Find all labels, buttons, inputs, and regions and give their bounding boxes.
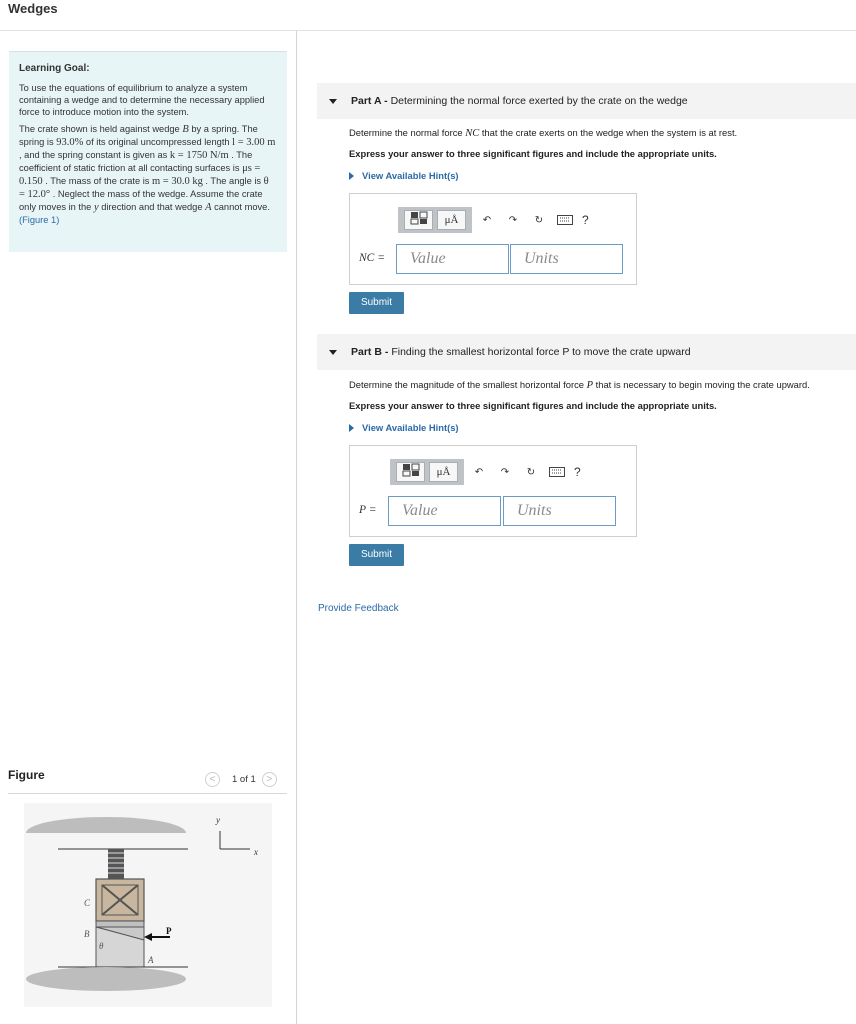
part-b-header[interactable]: [317, 334, 856, 370]
crate: [96, 879, 144, 921]
statement-text: of its original uncompressed length: [83, 137, 233, 147]
part-b-prompt-text: that is necessary to begin moving the crate upward.: [593, 379, 810, 390]
statement-text: . The mass of the crate is: [42, 176, 152, 186]
part-b-name: Part B -: [351, 346, 389, 358]
part-a-value-input[interactable]: Value: [396, 244, 509, 274]
templates-button[interactable]: [396, 462, 425, 482]
part-a-prompt-text: Determine the normal force: [349, 127, 466, 138]
units-symbol-button[interactable]: μÅ: [437, 210, 466, 230]
part-b-hint-toggle[interactable]: [349, 422, 459, 433]
y-axis-label: y: [216, 815, 220, 825]
part-b-prompt: [349, 379, 810, 391]
friction-value: μs = 0.150: [19, 163, 261, 187]
crate-base: [96, 921, 144, 927]
undo-icon[interactable]: ↶: [482, 214, 492, 226]
figure-next-button[interactable]: >: [262, 772, 277, 787]
statement-text: The crate shown is held against wedge: [19, 124, 183, 134]
reset-icon[interactable]: ↻: [526, 466, 536, 478]
help-icon[interactable]: ?: [582, 213, 589, 227]
label-p: P: [166, 926, 172, 936]
label-b: B: [84, 929, 90, 939]
expand-triangle-icon: [349, 172, 354, 180]
label-theta: θ: [99, 941, 104, 951]
reset-icon[interactable]: ↻: [534, 214, 544, 226]
expand-triangle-icon: [349, 424, 354, 432]
redo-icon[interactable]: ↷: [500, 466, 510, 478]
part-a-hint-label: View Available Hint(s): [362, 170, 459, 181]
part-b-answer-box: [349, 445, 637, 537]
templates-icon: [410, 211, 428, 225]
templates-button[interactable]: [404, 210, 433, 230]
page-title: Wedges: [8, 1, 58, 16]
figure-divider: [8, 793, 287, 794]
part-a-heading: Determining the normal force exerted by the crate on the wedge: [390, 95, 688, 107]
learning-goal-box: [9, 51, 287, 252]
statement-text: by a spring. The spring is: [19, 124, 258, 147]
part-a-answer-label: NC =: [359, 252, 385, 264]
statement-text: . The coefficient of static friction at all contacting surfaces is: [19, 150, 253, 173]
wedge-figure: [24, 803, 272, 1007]
part-a-prompt: [349, 127, 737, 139]
undo-icon[interactable]: ↶: [474, 466, 484, 478]
keyboard-icon[interactable]: [546, 461, 568, 483]
figure-label: Figure: [8, 768, 45, 782]
part-b-submit-button[interactable]: Submit: [349, 544, 404, 566]
length-value: l = 3.00 m: [232, 137, 276, 148]
figure-counter: 1 of 1: [232, 773, 256, 785]
spring: [108, 849, 124, 879]
units-symbol-button[interactable]: μÅ: [429, 462, 458, 482]
part-b-prompt-text: Determine the magnitude of the smallest horizontal force: [349, 379, 587, 390]
angle-value: θ = 12.0°: [19, 176, 269, 200]
learning-goal-title: Learning Goal:: [19, 63, 90, 74]
part-a-name: Part A -: [351, 95, 388, 107]
statement-text: . Neglect the mass of the wedge. Assume the crate only moves in the: [19, 189, 263, 212]
part-b-value-input[interactable]: Value: [388, 496, 501, 526]
collapse-arrow-icon: [329, 99, 337, 104]
part-b-heading: Finding the smallest horizontal force P to move the crate upward: [391, 346, 691, 358]
figure-prev-button[interactable]: <: [205, 772, 220, 787]
part-b-answer-label: P =: [359, 504, 377, 516]
statement-text: cannot move.: [211, 202, 270, 212]
part-a-hint-toggle[interactable]: [349, 170, 459, 181]
wedge-b-var: B: [182, 124, 189, 135]
part-a-instruction: Express your answer to three significant figures and include the appropriate units.: [349, 148, 717, 159]
p-var: P: [586, 380, 594, 391]
header-divider: [0, 30, 856, 31]
problem-statement: [19, 123, 277, 226]
part-a-header[interactable]: [317, 83, 856, 119]
part-b-toolbar: [390, 459, 615, 485]
part-b-units-input[interactable]: Units: [503, 496, 616, 526]
spring-percent: 93.0%: [56, 137, 84, 148]
column-divider: [296, 31, 297, 1024]
nc-var: NC: [465, 128, 480, 139]
collapse-arrow-icon: [329, 350, 337, 355]
figure-link[interactable]: (Figure 1): [19, 215, 60, 225]
template-group: [398, 207, 472, 233]
provide-feedback-link[interactable]: Provide Feedback: [318, 603, 399, 614]
help-icon[interactable]: ?: [574, 465, 581, 479]
part-b-hint-label: View Available Hint(s): [362, 422, 459, 433]
mass-value: m = 30.0 kg: [152, 176, 203, 187]
template-group: [390, 459, 464, 485]
part-a-answer-box: [349, 193, 637, 285]
y-direction-var: y: [93, 202, 99, 213]
statement-text: , and the spring constant is given as: [19, 150, 170, 160]
floor-ground: [26, 967, 186, 991]
statement-text: direction and that wedge: [98, 202, 206, 212]
x-axis-label: x: [254, 847, 258, 857]
spring-constant-value: k = 1750 N/m: [169, 150, 229, 161]
figure-pager: [205, 770, 287, 788]
label-c: C: [84, 898, 91, 908]
wedge-a-var: A: [205, 202, 212, 213]
part-b-instruction: Express your answer to three significant figures and include the appropriate units.: [349, 400, 717, 411]
part-a-toolbar: [398, 207, 623, 233]
keyboard-icon[interactable]: [554, 209, 576, 231]
label-a: A: [148, 955, 154, 965]
part-a-units-input[interactable]: Units: [510, 244, 623, 274]
statement-text: . The angle is: [202, 176, 264, 186]
templates-icon: [402, 463, 420, 477]
part-a-prompt-text: that the crate exerts on the wedge when the system is at rest.: [479, 127, 738, 138]
part-a-submit-button[interactable]: Submit: [349, 292, 404, 314]
redo-icon[interactable]: ↷: [508, 214, 518, 226]
learning-goal-intro: To use the equations of equilibrium to analyze a system containing a wedge and to determine the necessary applied force to introduce motion into the system.: [19, 83, 265, 117]
